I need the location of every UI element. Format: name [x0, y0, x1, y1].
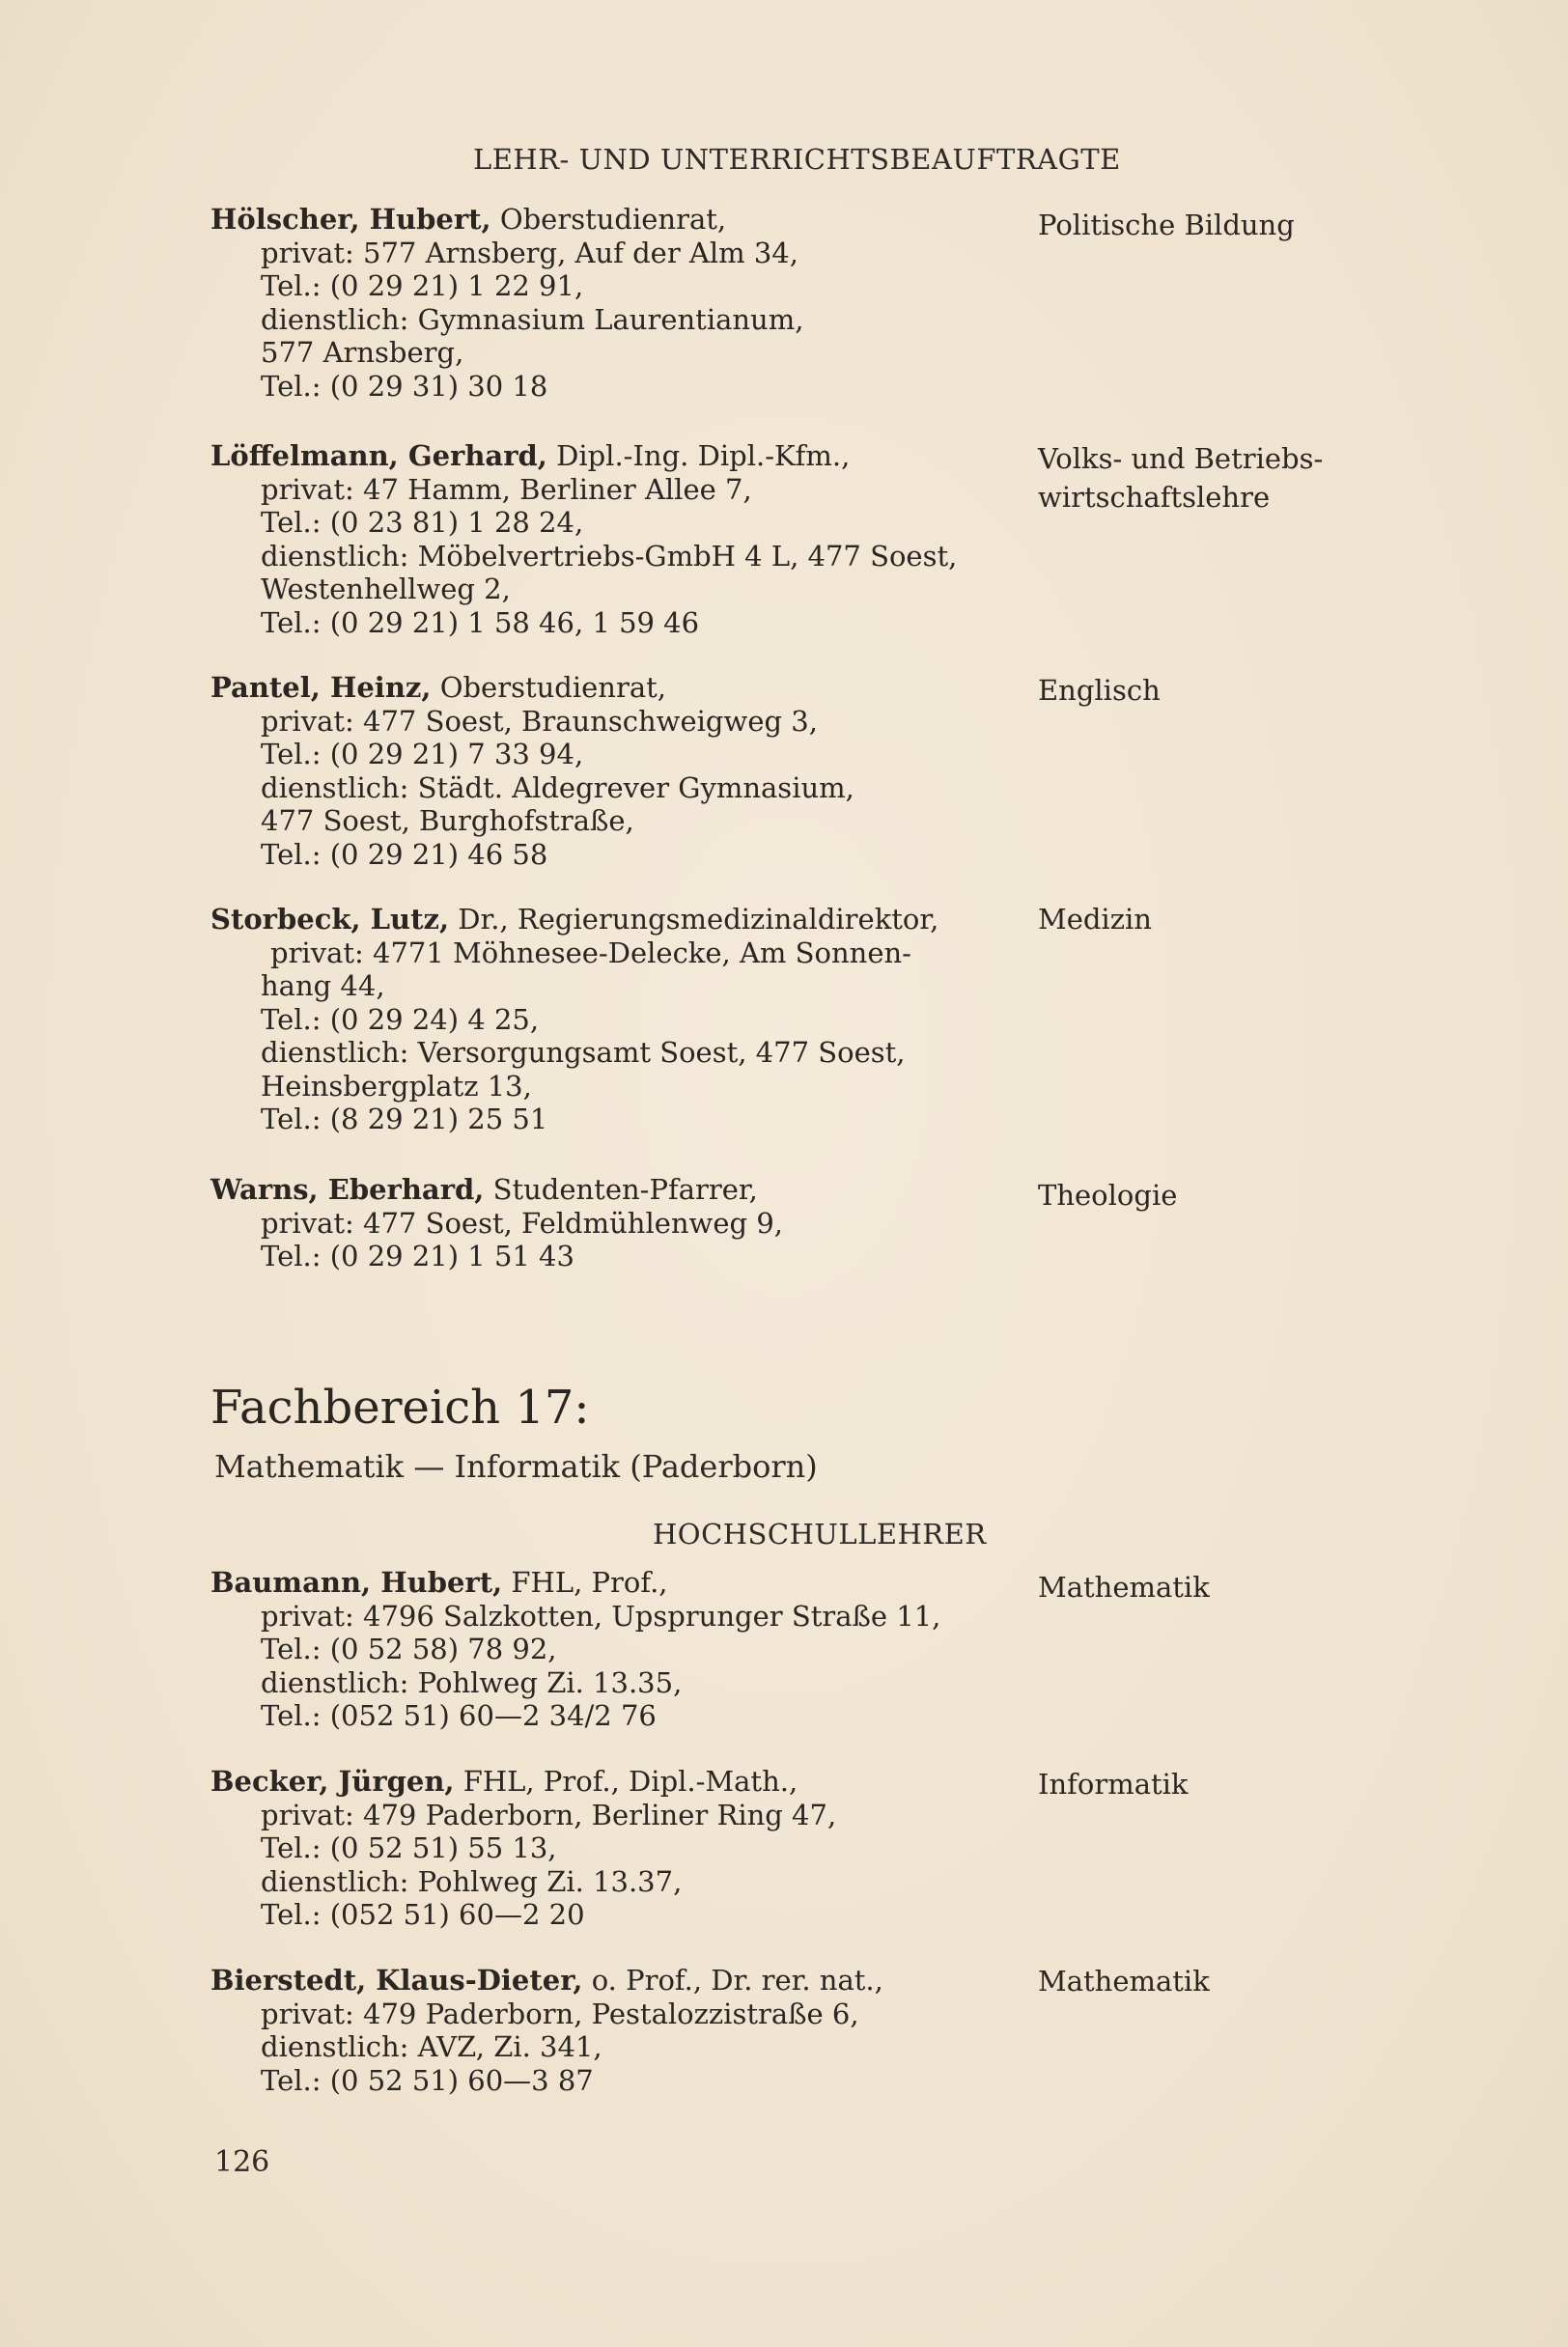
address-line: Tel.: (0 23 81) 1 28 24, [261, 506, 584, 539]
address-line: privat: 47 Hamm, Berliner Allee 7, [261, 472, 752, 506]
subject-label: Informatik [1038, 1768, 1189, 1801]
address-line: dienstlich: Gymnasium Laurentianum, [261, 302, 804, 336]
person-title: FHL, Prof., Dipl.-Math., [454, 1765, 798, 1798]
address-line: Tel.: (8 29 21) 25 51 [261, 1103, 548, 1135]
address-line: dienstlich: Möbelvertriebs-GmbH 4 L, 477 Soest, [261, 539, 958, 573]
address-line: Heinsbergplatz 13, [261, 1069, 532, 1103]
address-line: privat: 477 Soest, Braunschweigweg 3, [261, 704, 818, 738]
address-line: dienstlich: Städt. Aldegrever Gymnasium, [261, 770, 854, 804]
address-line: Westenhellweg 2, [261, 573, 511, 605]
person-entry [210, 439, 1022, 639]
person-title: Studenten-Pfarrer, [484, 1173, 758, 1206]
address-line: Tel.: (0 52 51) 55 13, [261, 1831, 557, 1864]
address-line: 477 Soest, Burghofstraße, [261, 804, 634, 837]
address-line: dienstlich: AVZ, Zi. 341, [261, 2030, 602, 2063]
subject-label: Theologie [1038, 1179, 1178, 1212]
subject-label: Politische Bildung [1038, 209, 1295, 241]
person-name: Bierstedt, Klaus-Dieter, [210, 1964, 583, 1997]
address-line: dienstlich: Pohlweg Zi. 13.35, [261, 1665, 683, 1699]
subject-label: Englisch [1038, 674, 1161, 707]
person-title: Oberstudienrat, [431, 671, 666, 704]
person-entry [210, 903, 1022, 1136]
person-title: Dr., Regierungsmedizinaldirektor, [449, 903, 939, 936]
person-name: Baumann, Hubert, [210, 1566, 503, 1599]
address-line: dienstlich: Versorgungsamt Soest, 477 Soest, [261, 1036, 906, 1069]
address-line: privat: 479 Paderborn, Berliner Ring 47, [261, 1798, 837, 1831]
person-entry [210, 671, 1022, 871]
person-title: Dipl.-Ing. Dipl.-Kfm., [546, 439, 851, 472]
address-line: Tel.: (052 51) 60—2 34/2 76 [261, 1699, 657, 1732]
person-name: Löffelmann, Gerhard, [210, 439, 547, 472]
address-line: Tel.: (0 29 21) 7 33 94, [261, 738, 584, 770]
address-line: 577 Arnsberg, [261, 336, 464, 369]
page-number: 126 [214, 2145, 270, 2179]
address-line: Tel.: (0 29 31) 30 18 [261, 369, 548, 403]
address-line: Tel.: (052 51) 60—2 20 [261, 1898, 585, 1931]
fachbereich-subtitle: Mathematik — Informatik (Paderborn) [214, 1448, 818, 1485]
person-entry [210, 203, 1022, 403]
person-title: o. Prof., Dr. rer. nat., [582, 1964, 883, 1997]
person-entry [210, 1765, 1022, 1932]
fachbereich-title: Fachbereich 17: [210, 1381, 590, 1435]
subject-label: Medizin [1038, 903, 1152, 936]
person-name: Warns, Eberhard, [210, 1173, 485, 1206]
address-line: Tel.: (0 29 21) 1 22 91, [261, 269, 584, 302]
address-line: Tel.: (0 29 21) 1 51 43 [261, 1240, 574, 1272]
person-name: Pantel, Heinz, [210, 671, 432, 704]
subject-label: Mathematik [1038, 1571, 1210, 1604]
person-entry [210, 1566, 1022, 1733]
address-line: Tel.: (0 52 51) 60—3 87 [261, 2063, 594, 2097]
address-line: privat: 477 Soest, Feldmühlenweg 9, [261, 1206, 783, 1240]
address-line: Tel.: (0 52 58) 78 92, [261, 1633, 557, 1665]
address-line: privat: 577 Arnsberg, Auf der Alm 34, [261, 236, 798, 269]
address-line: privat: 479 Paderborn, Pestalozzistraße 6, [261, 1997, 859, 2030]
person-title: FHL, Prof., [502, 1566, 668, 1599]
address-line: privat: 4796 Salzkotten, Upsprunger Straße 11, [261, 1599, 941, 1633]
person-name: Storbeck, Lutz, [210, 903, 450, 936]
person-entry [210, 1173, 1022, 1273]
section-heading-hochschullehrer: HOCHSCHULLEHRER [653, 1518, 987, 1551]
subject-label: Mathematik [1038, 1965, 1210, 1998]
person-name: Becker, Jürgen, [210, 1765, 455, 1798]
address-line: hang 44, [261, 969, 385, 1002]
address-line: dienstlich: Pohlweg Zi. 13.37, [261, 1864, 683, 1898]
address-line: Tel.: (0 29 21) 1 58 46, 1 59 46 [261, 605, 700, 639]
person-title: Oberstudienrat, [490, 203, 727, 236]
address-line: Tel.: (0 29 21) 46 58 [261, 837, 548, 871]
section-heading-lehrbeauftragte: LEHR- UND UNTERRICHTSBEAUFTRAGTE [473, 143, 1121, 176]
person-name: Hölscher, Hubert, [210, 203, 491, 236]
person-entry [210, 1964, 1022, 2097]
subject-label: Volks- und Betriebs- wirtschaftslehre [1038, 442, 1324, 514]
address-line: Tel.: (0 29 24) 4 25, [261, 1002, 540, 1036]
address-line: privat: 4771 Möhnesee-Delecke, Am Sonnen- [270, 936, 911, 969]
